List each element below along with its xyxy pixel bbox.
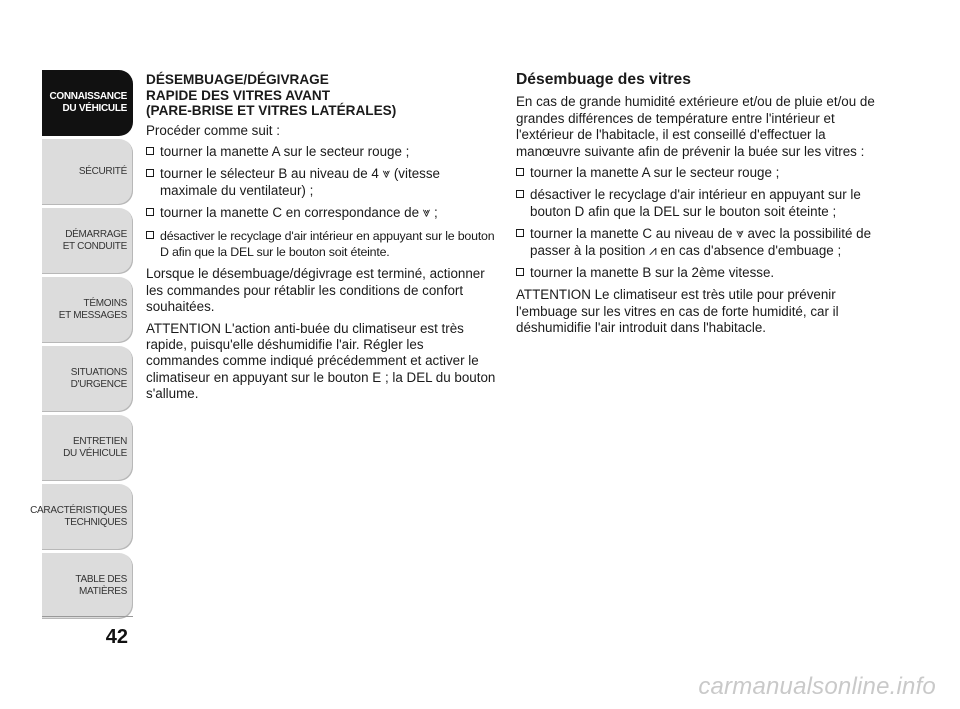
checkbox-bullet-icon <box>516 168 524 176</box>
checkbox-bullet-icon <box>516 190 524 198</box>
checkbox-bullet-icon <box>146 147 154 155</box>
checkbox-bullet-icon <box>146 231 154 239</box>
list-item-text: tourner la manette A sur le secteur rouge ; <box>530 165 780 181</box>
checkbox-bullet-icon <box>516 268 524 276</box>
list-item-text: désactiver le recyclage d'air intérieur en appuyant sur le bouton D afin que la DEL sur le bouton soit éteinte. <box>160 228 495 259</box>
intro-text: En cas de grande humidité extérieure et/ou de pluie et/ou de grandes différences de température entre l'intérieur et l'extérieur de l'habitacle, il est conseillé d'effectuer la manœuvre suivante afin de prévenir la buée sur les vitres : <box>516 94 875 159</box>
checkbox-bullet-icon <box>146 208 154 216</box>
list-item-text: tourner la manette C en correspondance de ⩔ ; <box>160 205 438 221</box>
section-subheading: Désembuage des vitres <box>516 71 691 88</box>
tab-situations-durgence[interactable]: SITUATIONS D'URGENCE <box>42 346 133 412</box>
attention-paragraph: ATTENTION L'action anti-buée du climatiseur est très rapide, puisqu'elle déshumidifie l'air. Régler les commandes comme indiqué précédemment et activer le climatiseur en appuyant sur le bouton E ; la DEL du bouton s'allume. <box>146 320 496 402</box>
list-item-text: tourner le sélecteur B au niveau de 4 ⩔ (vitesse maximale du ventilateur) ; <box>160 166 440 198</box>
tab-demarrage-et-conduite[interactable]: DÉMARRAGE ET CONDUITE <box>42 208 133 274</box>
tab-table-des-matieres[interactable]: TABLE DES MATIÈRES <box>42 553 133 619</box>
tab-caracteristiques-techniques[interactable]: CARACTÉRISTIQUES TECHNIQUES <box>42 484 133 550</box>
checkbox-bullet-icon <box>146 169 154 177</box>
page-number: 42 <box>105 626 128 648</box>
section-heading: DÉSEMBUAGE/DÉGIVRAGE RAPIDE DES VITRES AVANT (PARE-BRISE ET VITRES LATÉRALES) <box>146 72 397 118</box>
list-item <box>516 226 876 259</box>
list-item-text: tourner la manette C au niveau de ⩔ avec la possibilité de passer à la position ⩘ en cas d'absence d'embuage ; <box>530 226 872 258</box>
tab-divider <box>42 616 133 617</box>
body-paragraph: Lorsque le désembuage/dégivrage est terminé, actionner les commandes pour rétablir les conditions de confort souhaitées. <box>146 266 485 315</box>
list-item <box>516 165 876 181</box>
chapter-tabs <box>30 70 133 622</box>
list-item <box>146 205 498 221</box>
list-item <box>146 166 498 199</box>
left-column <box>146 72 498 408</box>
list-item <box>146 144 498 160</box>
tab-connaissance-du-vehicule[interactable]: CONNAISSANCE DU VÉHICULE <box>42 70 133 136</box>
list-item-text: tourner la manette B sur la 2ème vitesse. <box>530 265 775 281</box>
list-item <box>516 187 876 220</box>
right-column <box>516 72 876 342</box>
list-item <box>146 228 498 261</box>
list-item-text: désactiver le recyclage d'air intérieur en appuyant sur le bouton D afin que la DEL sur le bouton soit éteinte ; <box>530 187 861 219</box>
checkbox-bullet-icon <box>516 229 524 237</box>
list-item-text: tourner la manette A sur le secteur rouge ; <box>160 143 410 159</box>
attention-paragraph: ATTENTION Le climatiseur est très utile pour prévenir l'embuage sur les vitres en cas de forte humidité, car il déshumidifie l'air introduit dans l'habitacle. <box>516 287 839 336</box>
tab-temoins-et-messages[interactable]: TÉMOINS ET MESSAGES <box>42 277 133 343</box>
tab-entretien-du-vehicule[interactable]: ENTRETIEN DU VÉHICULE <box>42 415 133 481</box>
list-item <box>516 265 876 281</box>
tab-securite[interactable]: SÉCURITÉ <box>42 139 133 205</box>
watermark: carmanualsonline.info <box>698 673 936 700</box>
intro-text: Procéder comme suit : <box>146 122 280 138</box>
